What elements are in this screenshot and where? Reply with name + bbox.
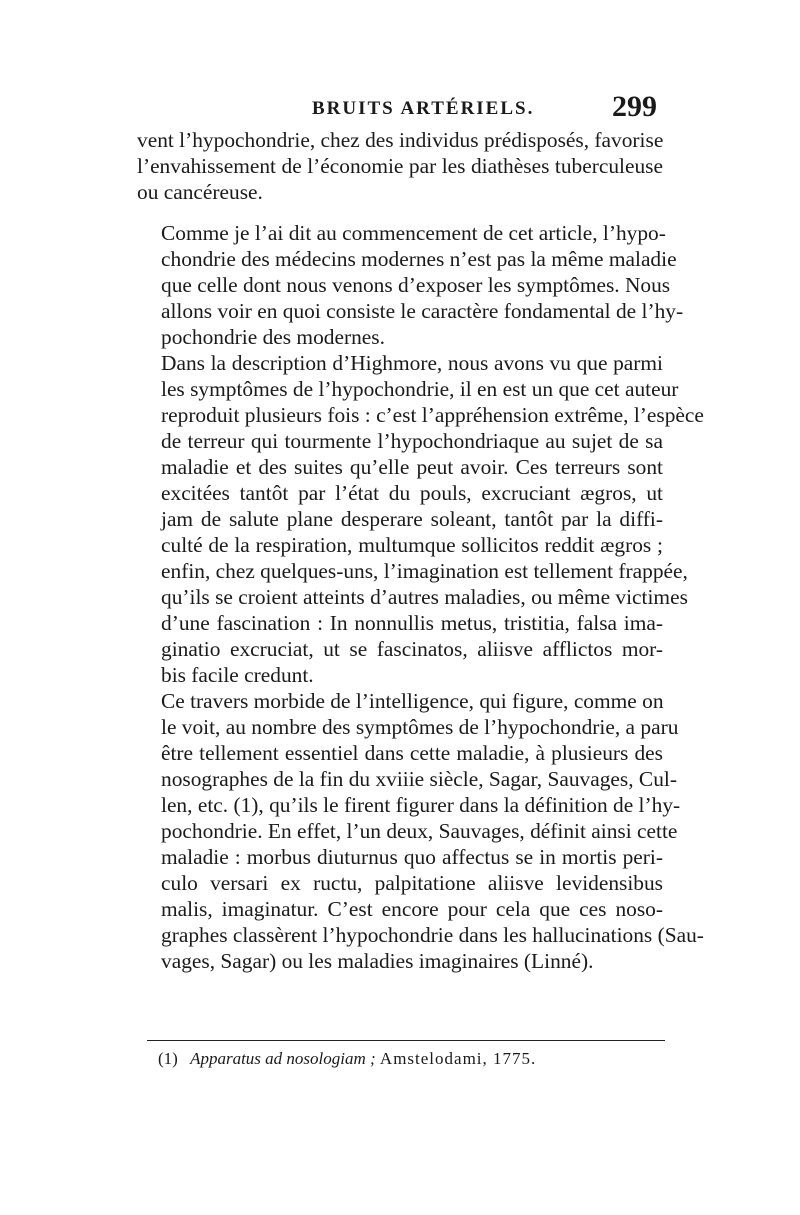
text-line: excitées tantôt par l’état du pouls, excruciant ægros, ut [161, 481, 663, 505]
text-line: ou cancéreuse. [137, 180, 263, 204]
footnote [158, 1048, 658, 1070]
text-line: pochondrie. En effet, l’un deux, Sauvages, définit ainsi cette [161, 819, 678, 843]
footnote-divider [147, 1040, 665, 1041]
paragraph-2 [137, 220, 684, 350]
text-line: len, etc. (1), qu’ils le firent figurer dans la définition de l’hy- [161, 793, 681, 817]
text-line: qu’ils se croient atteints d’autres maladies, ou même victimes [161, 585, 688, 609]
paragraph-4 [137, 688, 704, 974]
text-line: vages, Sagar) ou les maladies imaginaires (Linné). [161, 949, 594, 973]
page-number: 299 [612, 90, 657, 123]
text-line: bis facile credunt. [161, 663, 314, 687]
text-line: que celle dont nous venons d’exposer les symptômes. Nous [161, 273, 671, 297]
paragraph-1 [137, 127, 663, 205]
text-line: Ce travers morbide de l’intelligence, qui figure, comme on [161, 689, 664, 713]
text-line: l’envahissement de l’économie par les diathèses tuberculeuse [137, 154, 663, 178]
footnote-title: Apparatus ad nosologiam ; [190, 1049, 376, 1068]
text-line: ginatio excruciat, ut se fascinatos, aliisve afflictos mor- [161, 637, 663, 661]
text-line: allons voir en quoi consiste le caractère fondamental de l’hy- [161, 299, 684, 323]
text-line: pochondrie des modernes. [161, 325, 385, 349]
text-line: nosographes de la fin du xviiie siècle, Sagar, Sauvages, Cul- [161, 767, 677, 791]
text-line: graphes classèrent l’hypochondrie dans les hallucinations (Sau- [161, 923, 704, 947]
footnote-place: Amstelodami, 1775. [379, 1049, 537, 1068]
footnote-mark: (1) [158, 1049, 178, 1068]
text-line: de terreur qui tourmente l’hypochondriaque au sujet de sa [161, 429, 663, 453]
text-line: maladie : morbus diuturnus quo affectus se in mortis peri- [161, 845, 663, 869]
text-line: reproduit plusieurs fois : c’est l’appréhension extrême, l’espèce [161, 403, 704, 427]
text-line: d’une fascination : In nonnullis metus, tristitia, falsa ima- [161, 611, 663, 635]
text-line: chondrie des médecins modernes n’est pas la même maladie [161, 247, 677, 271]
text-line: enfin, chez quelques-uns, l’imagination est tellement frappée, [161, 559, 688, 583]
body-text [137, 127, 704, 974]
text-line: les symptômes de l’hypochondrie, il en est un que cet auteur [161, 377, 679, 401]
text-line: malis, imaginatur. C’est encore pour cela que ces noso- [161, 897, 663, 921]
text-line: maladie et des suites qu’elle peut avoir. Ces terreurs sont [161, 455, 663, 479]
text-line: le voit, au nombre des symptômes de l’hypochondrie, a paru [161, 715, 679, 739]
page-header [137, 90, 657, 126]
text-line: Dans la description d’Highmore, nous avons vu que parmi [161, 351, 663, 375]
text-line: vent l’hypochondrie, chez des individus prédisposés, favorise [137, 128, 664, 152]
text-line: être tellement essentiel dans cette maladie, à plusieurs des [161, 741, 663, 765]
text-line: culo versari ex ructu, palpitatione aliisve levidensibus [161, 871, 663, 895]
text-line: jam de salute plane desperare soleant, tantôt par la diffi- [161, 507, 663, 531]
text-line: culté de la respiration, multumque sollicitos reddit ægros ; [161, 533, 663, 557]
paragraph-3 [137, 350, 704, 688]
running-title: BRUITS ARTÉRIELS. [312, 98, 535, 119]
text-line: Comme je l’ai dit au commencement de cet article, l’hypo- [161, 221, 666, 245]
